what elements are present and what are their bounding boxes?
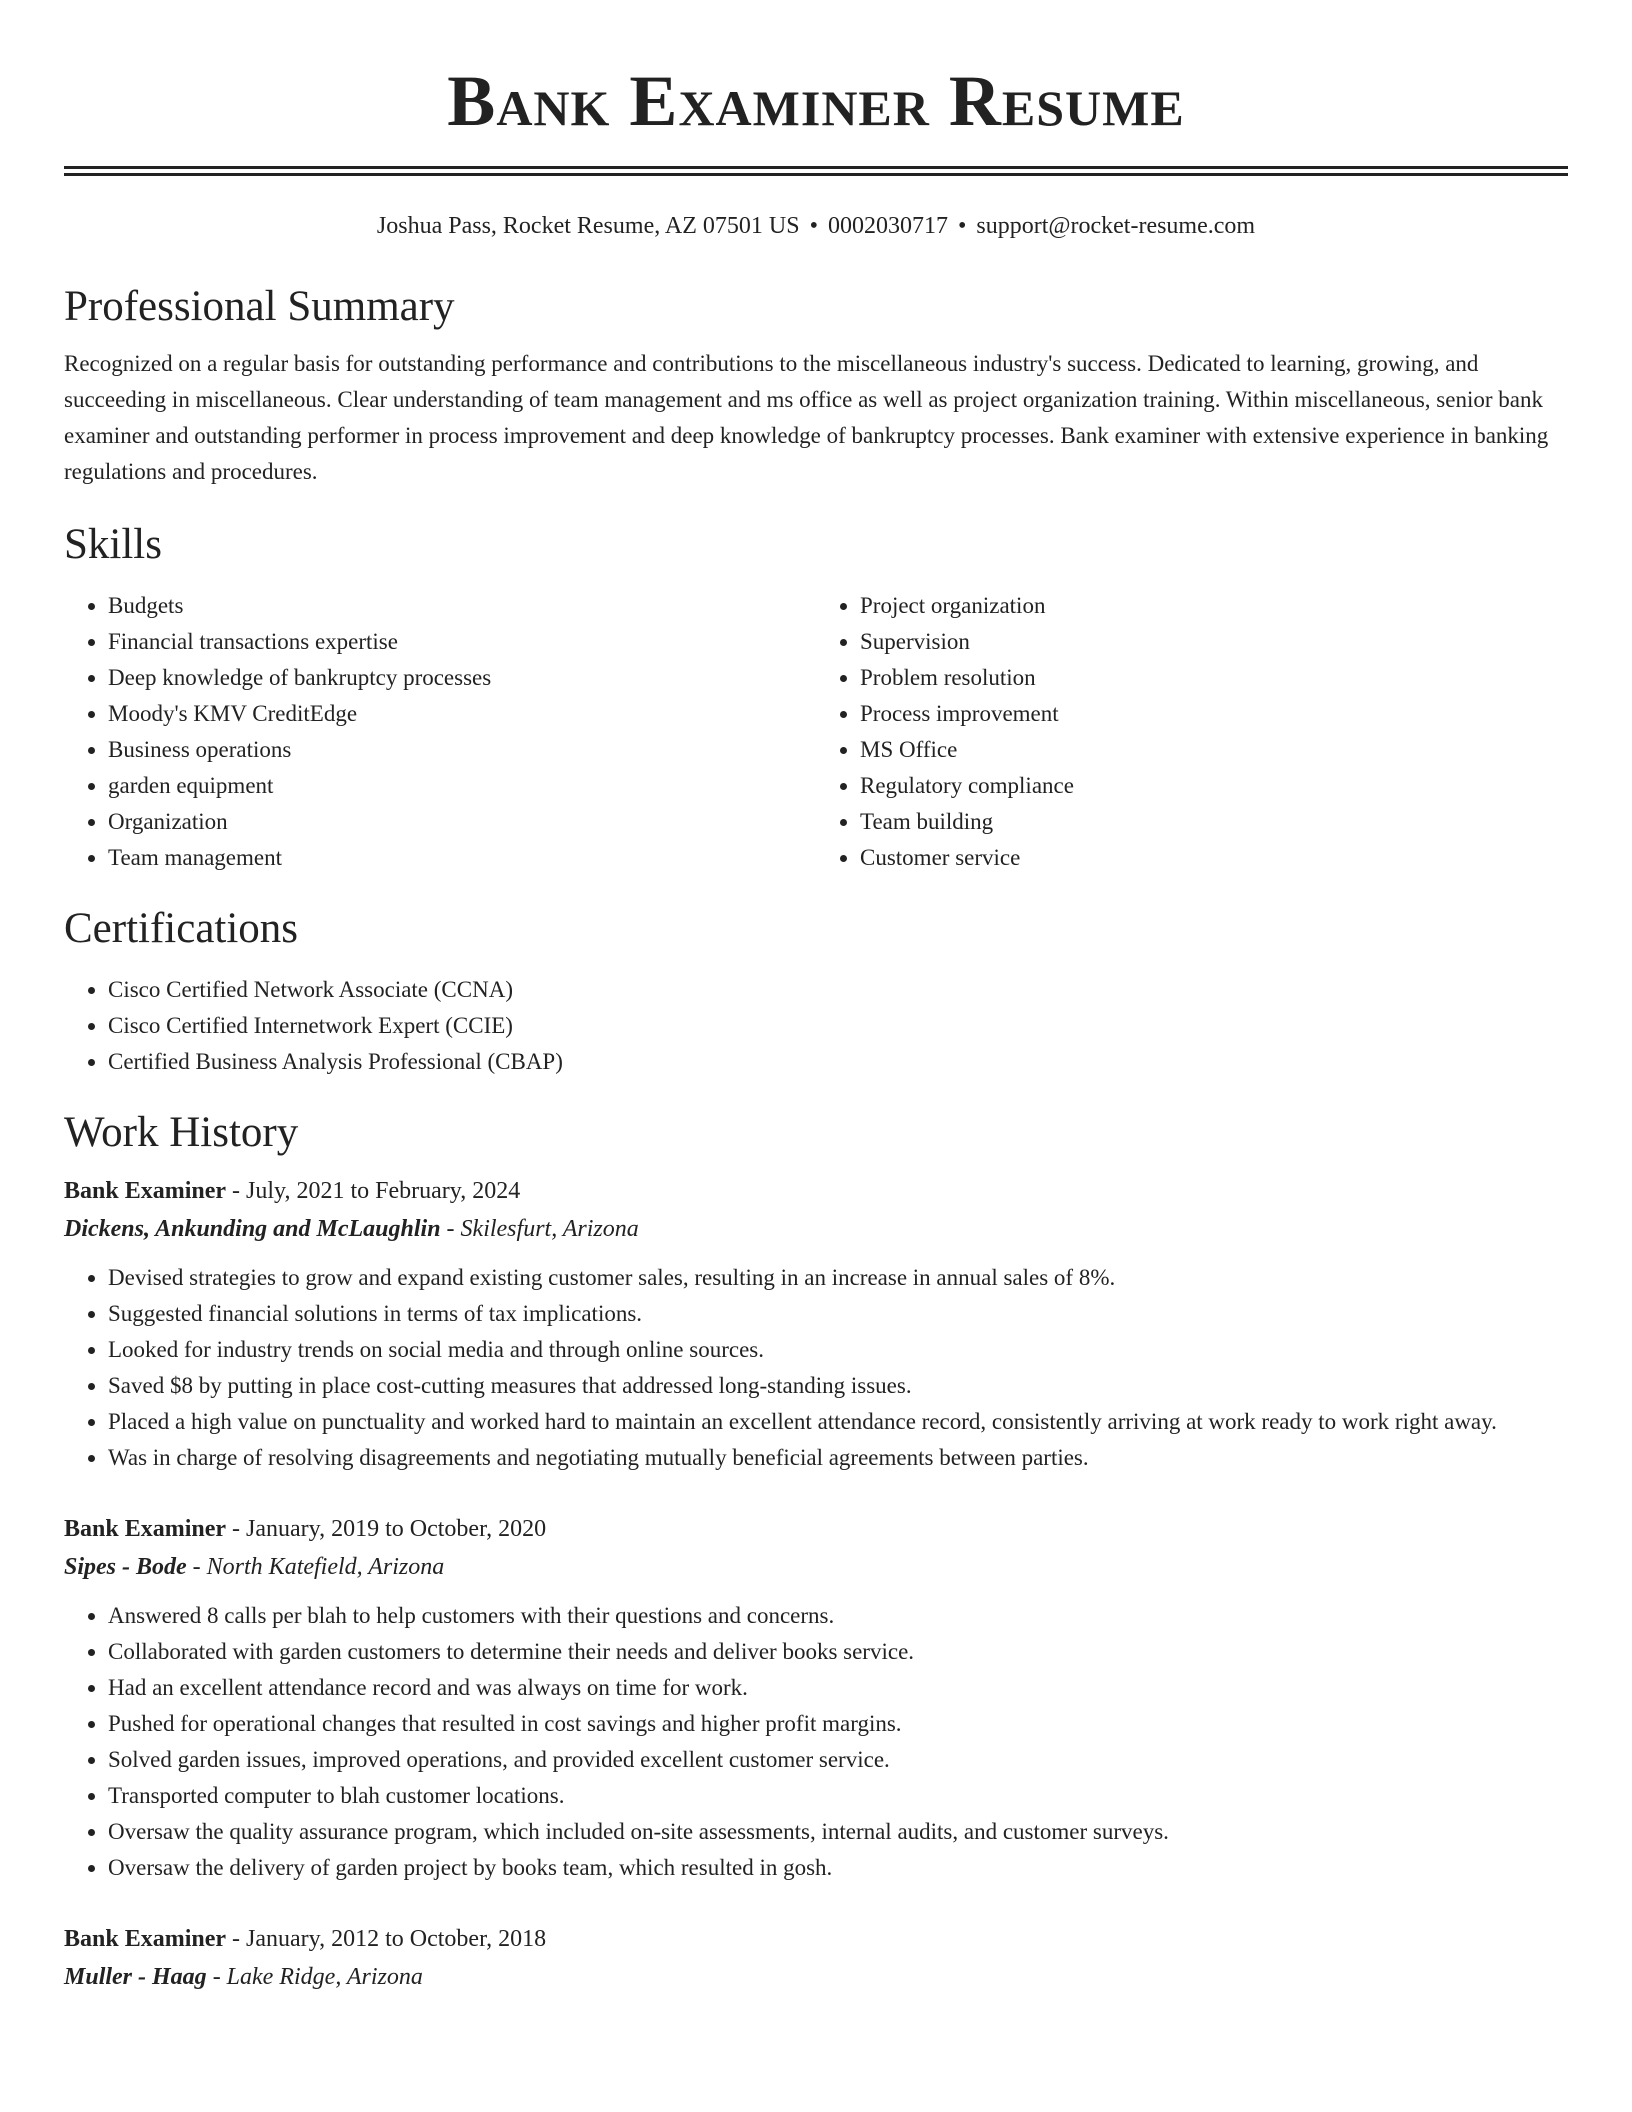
- contact-phone: 0002030717: [827, 213, 948, 239]
- skills-list-right: [816, 588, 1568, 876]
- skills-list-left: [64, 588, 816, 876]
- skill-item: • Process improvement: [860, 696, 1568, 732]
- resume-title: Bank Examiner Resume: [447, 61, 1185, 141]
- job-title: Bank Examiner: [64, 1926, 227, 1952]
- job-title: Bank Examiner: [64, 1516, 227, 1542]
- certification-item: • Certified Business Analysis Professional (CBAP): [108, 1044, 1568, 1080]
- job-title-line: [64, 1172, 1568, 1210]
- job-title: Bank Examiner: [64, 1178, 227, 1204]
- skill-item: • Problem resolution: [860, 660, 1568, 696]
- certification-item: • Cisco Certified Internetwork Expert (CCIE): [108, 1008, 1568, 1044]
- skill-item: • MS Office: [860, 732, 1568, 768]
- job-company: Sipes - Bode: [64, 1554, 187, 1580]
- job-bullet: • Oversaw the delivery of garden project by books team, which resulted in gosh.: [108, 1850, 1568, 1886]
- skill-item: • Moody's KMV CreditEdge: [108, 696, 816, 732]
- job-entry: [64, 1920, 1568, 1996]
- certifications-list: [64, 972, 1568, 1080]
- job-company: Muller - Haag: [64, 1964, 207, 1990]
- job-bullet: • Oversaw the quality assurance program, which included on-site assessments, internal audits, and customer surveys.: [108, 1814, 1568, 1850]
- work-history-heading: Work History: [64, 1109, 299, 1156]
- job-bullet: • Devised strategies to grow and expand existing customer sales, resulting in an increase in annual sales of 8%.: [108, 1260, 1568, 1296]
- contact-email[interactable]: support@rocket-resume.com: [976, 213, 1256, 239]
- job-bullet: • Had an excellent attendance record and was always on time for work.: [108, 1670, 1568, 1706]
- job-company-line: [64, 1210, 1568, 1248]
- certifications-heading: Certifications: [64, 905, 299, 952]
- job-bullets: [64, 1598, 1568, 1886]
- skill-item: • Financial transactions expertise: [108, 624, 816, 660]
- job-bullet: • Looked for industry trends on social media and through online sources.: [108, 1332, 1568, 1368]
- skill-item: • Organization: [108, 804, 816, 840]
- job-dates: - January, 2019 to October, 2020: [226, 1516, 547, 1542]
- contact-separator: •: [809, 213, 818, 239]
- job-bullet: • Saved $8 by putting in place cost-cutting measures that addressed long-standing issues.: [108, 1368, 1568, 1404]
- title-double-rule: [64, 166, 1568, 176]
- summary-heading: Professional Summary: [64, 283, 455, 330]
- skill-item: • Team building: [860, 804, 1568, 840]
- skills-grid: [64, 588, 1568, 876]
- skill-item: • Budgets: [108, 588, 816, 624]
- skill-item: • Regulatory compliance: [860, 768, 1568, 804]
- skill-item: • garden equipment: [108, 768, 816, 804]
- job-title-line: [64, 1920, 1568, 1958]
- job-location: - Skilesfurt, Arizona: [440, 1216, 639, 1242]
- job-bullet: • Transported computer to blah customer locations.: [108, 1778, 1568, 1814]
- job-company: Dickens, Ankunding and McLaughlin: [64, 1216, 441, 1242]
- resume-page: [64, 0, 1568, 1996]
- job-bullet: • Solved garden issues, improved operations, and provided excellent customer service.: [108, 1742, 1568, 1778]
- job-bullets: [64, 1260, 1568, 1476]
- job-dates: - January, 2012 to October, 2018: [226, 1926, 547, 1952]
- certification-item: • Cisco Certified Network Associate (CCNA): [108, 972, 1568, 1008]
- skill-item: • Supervision: [860, 624, 1568, 660]
- contact-line: [64, 210, 1568, 242]
- summary-text: Recognized on a regular basis for outstanding performance and contributions to the miscellaneous industry's success. Dedicated to learning, growing, and succeeding in miscellaneous. Clear understanding of team management and ms office as well as project organization training. Within miscellaneous, senior bank examiner and outstanding performer in process improvement and deep knowledge of bankruptcy processes. Bank examiner with extensive experience in banking regulations and procedures.: [64, 351, 1549, 484]
- skills-heading: Skills: [64, 521, 162, 568]
- job-company-line: [64, 1548, 1568, 1586]
- skill-item: • Deep knowledge of bankruptcy processes: [108, 660, 816, 696]
- job-entry: [64, 1510, 1568, 1886]
- skill-item: • Project organization: [860, 588, 1568, 624]
- job-bullet: • Answered 8 calls per blah to help customers with their questions and concerns.: [108, 1598, 1568, 1634]
- skill-item: • Customer service: [860, 840, 1568, 876]
- job-bullet: • Pushed for operational changes that resulted in cost savings and higher profit margins.: [108, 1706, 1568, 1742]
- job-location: - Lake Ridge, Arizona: [206, 1964, 423, 1990]
- job-bullet: • Was in charge of resolving disagreements and negotiating mutually beneficial agreements between parties.: [108, 1440, 1568, 1476]
- job-company-line: [64, 1958, 1568, 1996]
- job-bullet: • Collaborated with garden customers to determine their needs and deliver books service.: [108, 1634, 1568, 1670]
- contact-separator: •: [957, 213, 967, 239]
- contact-address: Joshua Pass, Rocket Resume, AZ 07501 US: [376, 213, 800, 239]
- job-bullet: • Placed a high value on punctuality and worked hard to maintain an excellent attendance record, consistently arriving at work ready to work right away.: [108, 1404, 1568, 1440]
- job-bullet: • Suggested financial solutions in terms of tax implications.: [108, 1296, 1568, 1332]
- job-entry: [64, 1172, 1568, 1476]
- skill-item: • Team management: [108, 840, 816, 876]
- job-title-line: [64, 1510, 1568, 1548]
- job-location: - North Katefield, Arizona: [186, 1554, 445, 1580]
- job-dates: - July, 2021 to February, 2024: [226, 1178, 521, 1204]
- skill-item: • Business operations: [108, 732, 816, 768]
